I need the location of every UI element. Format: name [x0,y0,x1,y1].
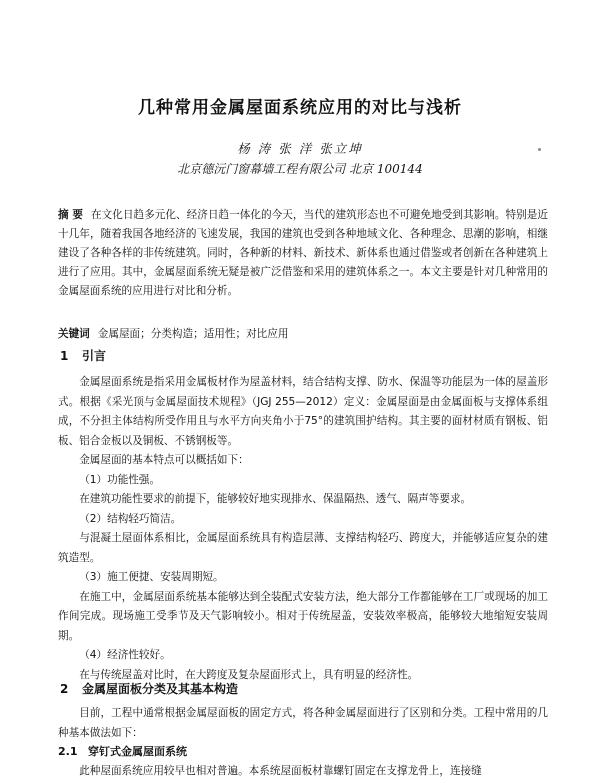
list-item: （2）结构轻巧简洁。 [79,512,182,525]
abstract [58,206,548,301]
section-1-heading [60,347,106,364]
paragraph: 目前，工程中通常根据金属屋面板的固定方式，将各种金属屋面进行了区别和分类。工程中常用的几种基本做法如下： [58,707,548,739]
section-2-body [58,704,548,743]
section-1-body [58,373,548,685]
section-title: 金属屋面板分类及其基本构造 [82,682,239,696]
keywords [58,325,548,343]
abstract-label: 摘 要 [58,209,83,221]
paragraph: 此种屋面系统应用较早也相对普遍。本系统屋面板材靠螺钉固定在支撑龙骨上，连接缝 [79,765,482,777]
abstract-text: 在文化日趋多元化、经济日趋一体化的今天，当代的建筑形态也不可避免地受到其影响。特别是近十几年，随着我国各地经济的飞速发展，我国的建筑也受到各种地域文化、各种理念、思潮的影响，相继建设了各种各样的非传统建筑。同时，各种新的材料、新技术、新体系也通过借鉴或者创新在各种建筑上进行了应用。其中，金属屋面系统无疑是被广泛借鉴和采用的建筑体系之一。本文主要是针对几种常用的金属屋面系统的应用进行对比和分析。 [58,209,548,297]
section-2-1-heading [58,743,187,759]
paragraph: 在建筑功能性要求的前提下，能够较好地实现排水、保温隔热、透气、隔声等要求。 [79,493,472,505]
section-number: 2 [60,682,69,696]
section-2-heading [60,680,238,697]
paragraph: 在施工中，金属屋面系统基本能够达到全装配式安装方法，绝大部分工作都能够在工厂或现场的加工作间完成。现场施工受季节及天气影响较小。相对于传统屋盖，安装效率极高，能够较大地缩短安装周期。 [58,590,548,642]
paper-affiliation: 北京德沅门窗幕墙工程有限公司 北京 100144 [177,162,423,176]
list-item: （4）经济性较好。 [79,649,171,661]
section-title: 穿钉式金属屋面系统 [88,745,187,758]
list-item: （3）施工便捷、安装周期短。 [79,571,224,583]
section-title: 引言 [82,349,107,363]
paragraph: 与混凝土屋面体系相比，金属屋面系统具有构造层薄、支撑结构轻巧、跨度大，并能够适应复杂的建筑造型。 [58,532,548,564]
keywords-text: 金属屋面；分类构造；适用性；对比应用 [97,328,289,340]
paragraph: 金属屋面系统是指采用金属板材作为屋盖材料，结合结构支撑、防水、保温等功能层为一体的屋盖形式。根据《采光顶与金属屋面技术规程》（JGJ 255—2012）定义：金属屋面是由金属面板与支撑体系组成，不分担主体结构所受作用且与水平方向夹角小于75°的建筑围护结构。其主要的面材材质有钢板、铝板、铝合金板以及铜板、不锈钢板等。 [58,376,548,447]
section-2-1-body [58,762,548,782]
section-number: 2.1 [58,745,78,758]
scan-speck [538,148,541,151]
keywords-label: 关键词 [58,328,90,340]
section-number: 1 [60,349,69,363]
paragraph: 金属屋面的基本特点可以概括如下： [79,454,249,466]
paragraph: 在与传统屋盖对比时，在大跨度及复杂屋面形式上，具有明显的经济性。 [79,668,419,681]
paper-authors: 杨 涛 张 洋 张立坤 [237,141,363,156]
list-item: （1）功能性强。 [79,473,161,486]
paper-title: 几种常用金属屋面系统应用的对比与浅析 [138,98,462,118]
